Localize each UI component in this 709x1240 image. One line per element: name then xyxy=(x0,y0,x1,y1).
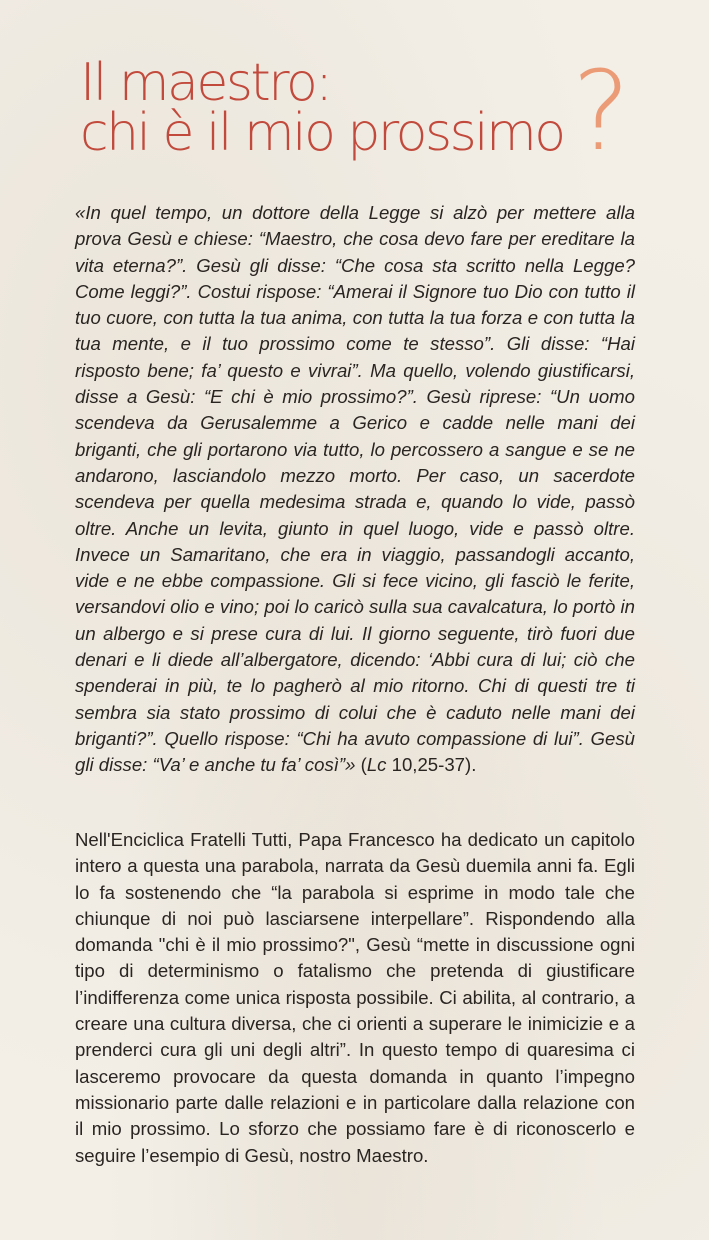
title-line-2: chi è il mio prossimo xyxy=(80,103,564,163)
scripture-reference xyxy=(355,754,476,775)
question-mark-glyph: ? xyxy=(572,47,631,175)
quote-text: «In quel tempo, un dottore della Legge si alzò per mettere alla prova Gesù e chiese: “Maestro, che cosa devo fare per ereditare la vita eterna?”. Gesù gli disse: “Che cosa sta scritto nella Legge? Come leggi?”. Costui rispose: “Amerai il Signore tuo Dio con tutto il tuo cuore, con tutta la tua anima, con tutta la tua forza e con tutta la tua mente, e il tuo prossimo come te stesso”. Gli disse: “Hai risposto bene; fa’ questo e vivrai”. Ma quello, volendo giustificarsi, disse a Gesù: “E chi è mio prossimo?”. Gesù riprese: “Un uomo scendeva da Gerusalemme a Gerico e cadde nelle mani dei briganti, che gli portarono via tutto, lo percossero a sangue e se ne andarono, lasciandolo mezzo morto. Per caso, un sacerdote scendeva per quella medesima strada e, quando lo vide, passò oltre. Anche un levita, giunto in quel luogo, vide e passò oltre. Invece un Samaritano, che era in viaggio, passandogli accanto, vide e ne ebbe compassione. Gli si fece vicino, gli fasciò le ferite, versandovi olio e vino; poi lo caricò sulla sua cavalcatura, lo portò in un albergo e si prese cura di lui. Il giorno seguente, tirò fuori due denari e li diede all’albergatore, dicendo: ‘Abbi cura di lui; ciò che spenderai in più, te lo pagherò al mio ritorno. Chi di questi tre ti sembra sia stato prossimo di colui che è caduto nelle mani dei briganti?”. Quello rispose: “Chi ha avuto compassione di lui”. Gesù gli disse: “Va’ e anche tu fa’ così”» xyxy=(75,202,635,776)
gospel-quote xyxy=(75,200,635,779)
commentary-paragraph: Nell'Enciclica Fratelli Tutti, Papa Francesco ha dedicato un capitolo intero a questa una parabola, narrata da Gesù duemila anni fa. Egli lo fa sostenendo che “la parabola si esprime in modo tale che chiunque di noi può lasciarsene interpellare”. Rispondendo alla domanda "chi è il mio prossimo?", Gesù “mette in discussione ogni tipo di determinismo o fatalismo che pretenda di giustificare l’indifferenza come unica risposta possibile. Ci abilita, al contrario, a creare una cultura diversa, che ci orienti a superare le inimicizie e a prenderci cura gli uni degli altri”. In questo tempo di quaresima ci lasceremo provocare da questa domanda in quanto l’impegno missionario parte dalle relazioni e in particolare dalla relazione con il mio prossimo. Lo sforzo che possiamo fare è di riconoscerlo e seguire l’esempio di Gesù, nostro Maestro. xyxy=(75,829,635,1166)
reference-book: Lc xyxy=(366,754,387,776)
title-block xyxy=(80,47,640,198)
reference-verses: 10,25-37). xyxy=(386,754,477,776)
title-line-1: Il maestro: xyxy=(80,53,331,113)
reference-open: ( xyxy=(355,754,367,776)
